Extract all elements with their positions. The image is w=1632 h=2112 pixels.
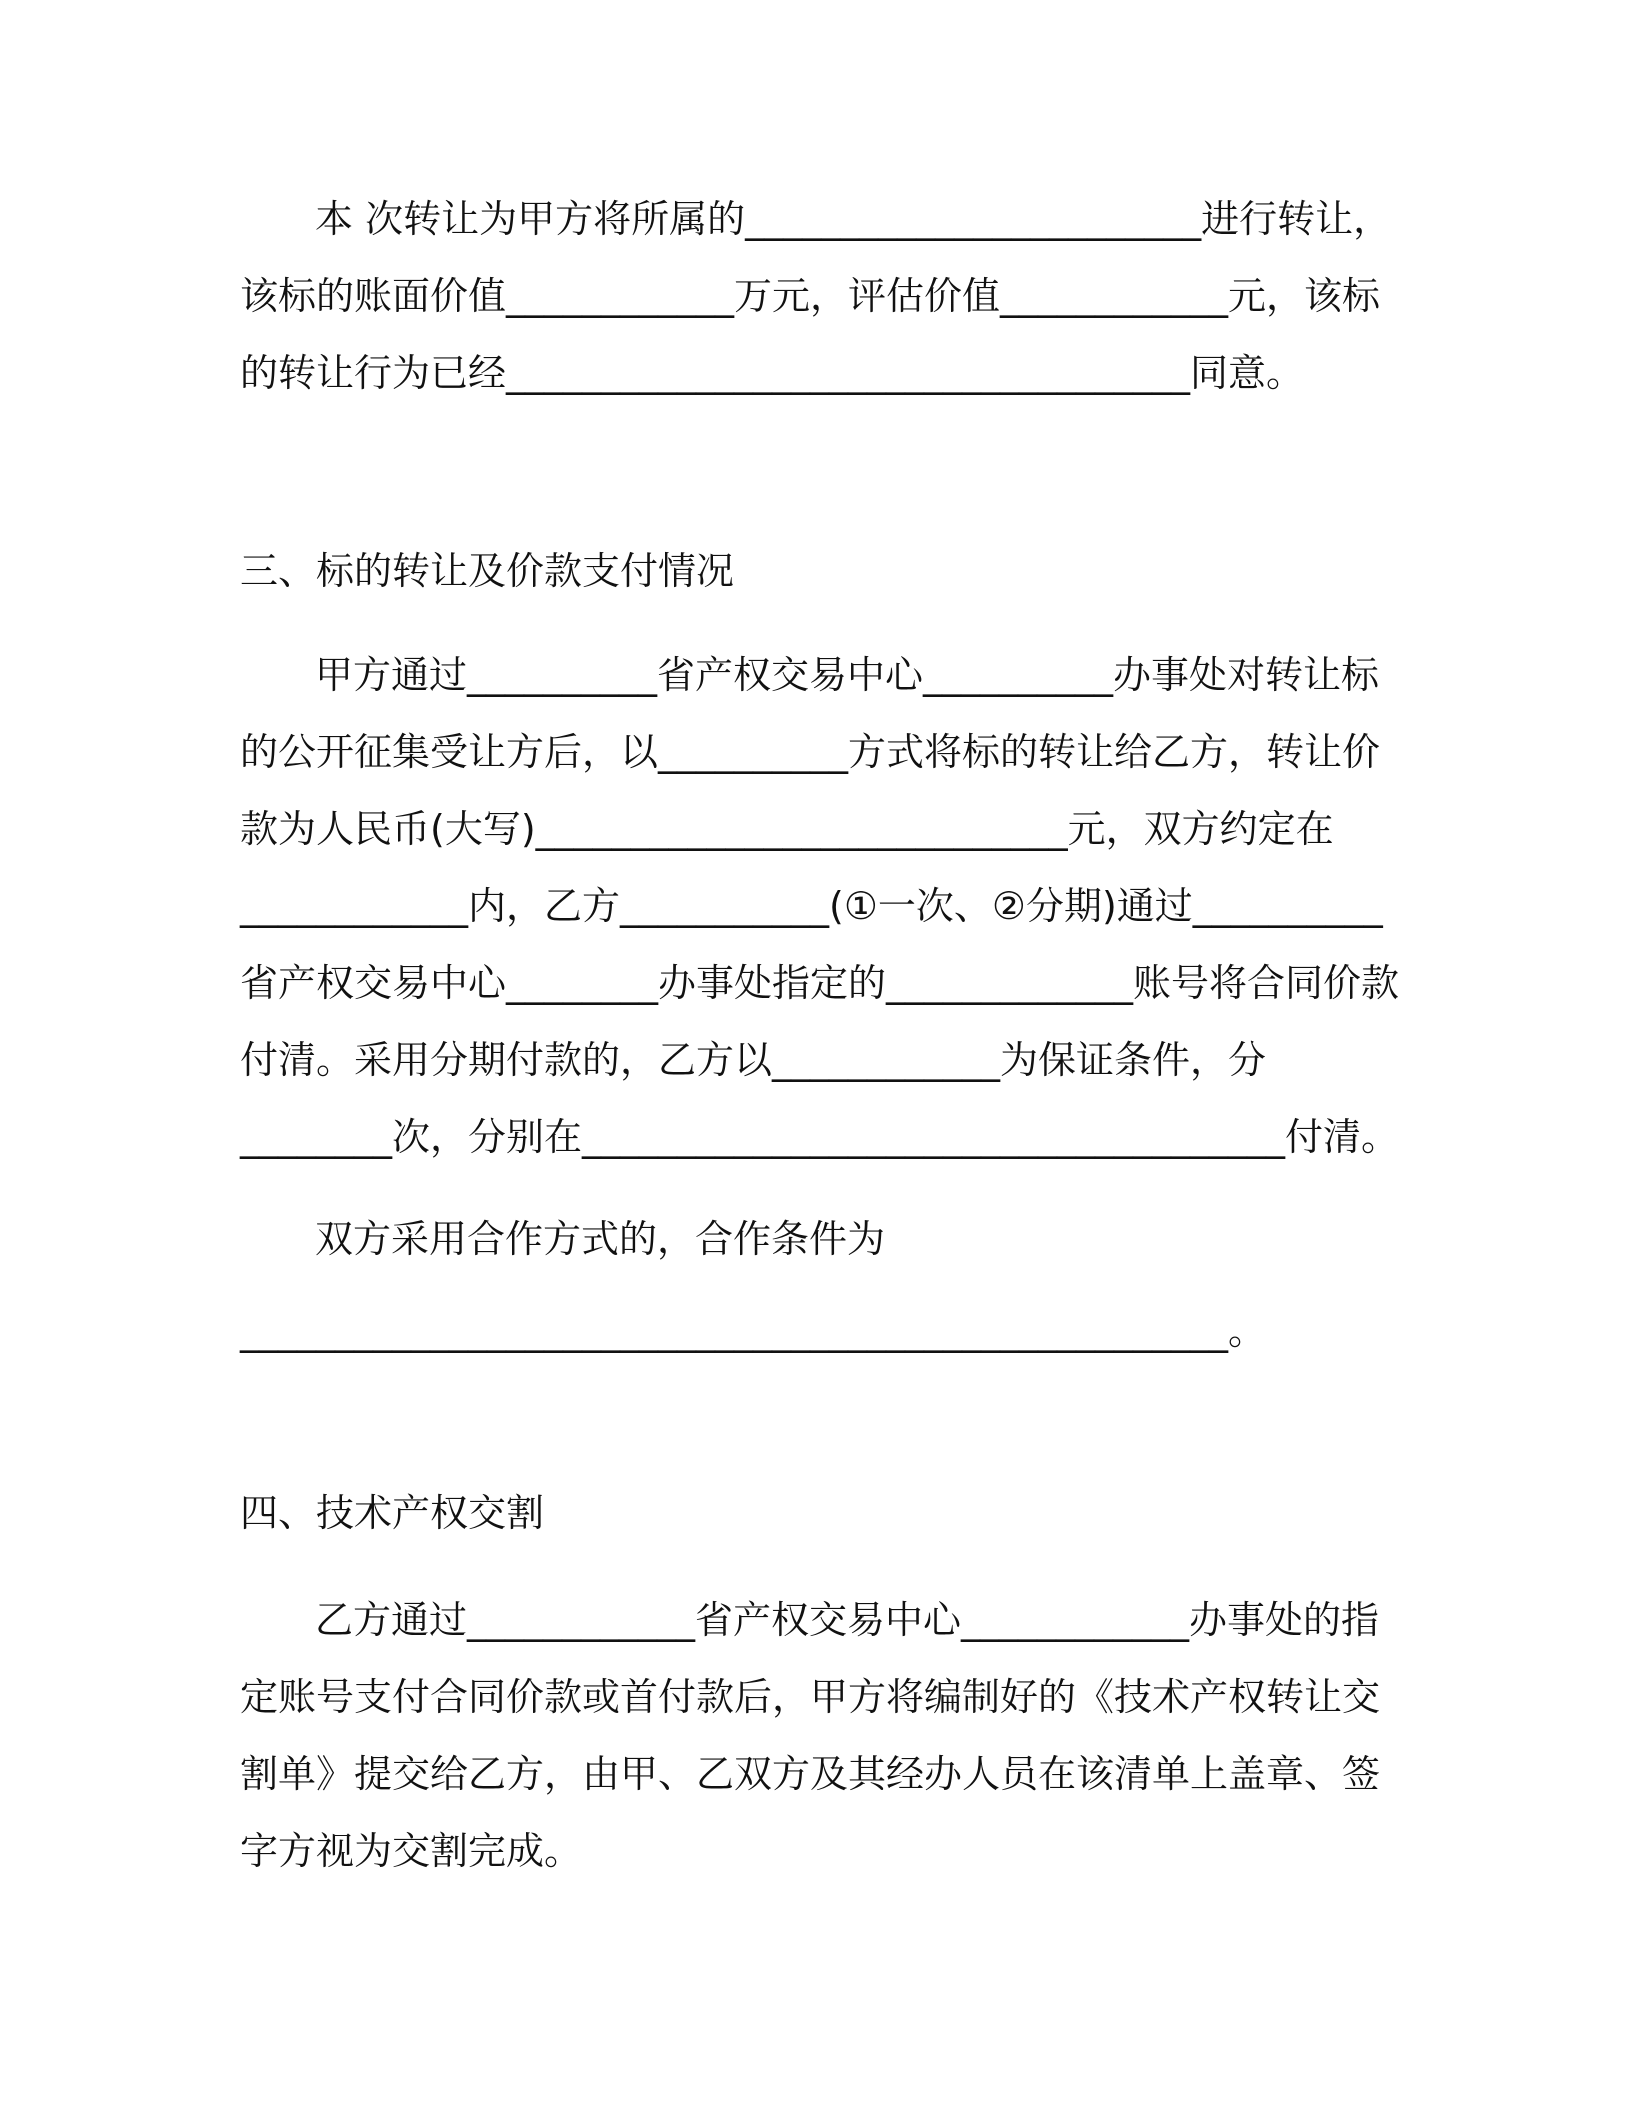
paragraph-delivery-line-4: 字方视为交割完成。 (240, 1829, 583, 1873)
paragraph-payment-line-7: ________次，分别在_____________________________________付清。 (240, 1115, 1400, 1159)
paragraph-payment-line-2: 的公开征集受让方后，以__________方式将标的转让给乙方，转让价 (240, 730, 1381, 774)
paragraph-payment-line-6: 付清。采用分期付款的，乙方以____________为保证条件，分 (240, 1038, 1267, 1082)
paragraph-transfer-line-2: 该标的账面价值____________万元，评估价值____________元，该标 (240, 274, 1381, 318)
section-heading-3: 三、标的转让及价款支付情况 (240, 549, 735, 593)
paragraph-delivery-line-2: 定账号支付合同价款或首付款后，甲方将编制好的《技术产权转让交 (240, 1675, 1381, 1719)
section-heading-4: 四、技术产权交割 (240, 1491, 545, 1535)
paragraph-payment-line-1: 甲方通过__________省产权交易中心__________办事处对转让标 (315, 653, 1380, 697)
paragraph-delivery-line-1: 乙方通过____________省产权交易中心____________办事处的指 (315, 1598, 1380, 1642)
paragraph-transfer-line-3: 的转让行为已经____________________________________同意。 (240, 351, 1305, 395)
paragraph-cooperation-line-1: 双方采用合作方式的，合作条件为 (315, 1217, 886, 1261)
paragraph-cooperation-line-2: ____________________________________________________。 (240, 1309, 1267, 1353)
paragraph-transfer-line-1: 本 次转让为甲方将所属的________________________进行转让， (315, 197, 1392, 241)
paragraph-payment-line-5: 省产权交易中心________办事处指定的_____________账号将合同价款 (240, 961, 1400, 1005)
paragraph-payment-line-4: ____________内，乙方___________(①一次、②分期)通过__________ (240, 884, 1383, 928)
paragraph-payment-line-3: 款为人民币(大写)____________________________元，双方约定在 (240, 807, 1334, 851)
paragraph-delivery-line-3: 割单》提交给乙方，由甲、乙双方及其经办人员在该清单上盖章、签 (240, 1752, 1381, 1796)
